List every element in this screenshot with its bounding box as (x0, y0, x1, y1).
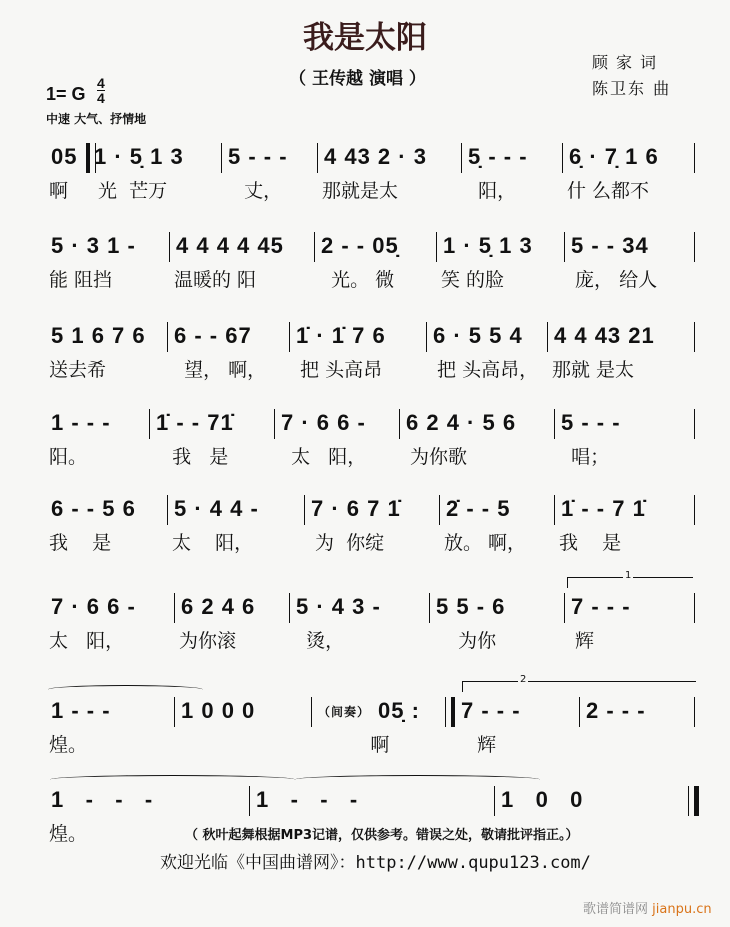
staff-line (45, 593, 695, 663)
notes-text: 5 · 3 1 - (51, 233, 136, 258)
notes-text: 1 - - - (51, 787, 154, 812)
staff-line (45, 232, 695, 302)
measure (400, 409, 555, 479)
measure (290, 593, 430, 663)
measure-notes (462, 143, 563, 171)
barline (445, 697, 455, 727)
notes-text: 1̇ - - 7 1̇ (561, 496, 646, 521)
measure-notes (168, 495, 305, 523)
measure-notes (563, 143, 695, 171)
barline (694, 593, 695, 623)
volta-2-label: 2 (520, 674, 527, 685)
barline (694, 232, 695, 262)
lyrics: 我 是 (49, 532, 112, 554)
lyrics: 唱； (559, 446, 610, 468)
notes-text: 5 1 6 7 6 (51, 323, 146, 348)
measure-notes (275, 409, 400, 437)
lyrics: 送去希 (49, 359, 107, 381)
watermark-en: jianpu.cn (652, 902, 712, 917)
measure-notes (175, 697, 312, 725)
notes-text: 6 2 4 6 (181, 594, 256, 619)
lyrics: 啊 (316, 734, 390, 756)
notes-text: 4 4 4 4 45 (176, 233, 284, 258)
lyrics: 望， 啊， (172, 359, 267, 381)
lyrics: 光。 微 (319, 269, 395, 291)
measure-notes (548, 322, 695, 350)
lyrics: 把 头高昂 (294, 359, 383, 381)
lyrics: 庞， 给人 (569, 269, 658, 291)
lyrics: 我 是 (559, 532, 622, 554)
barline (694, 697, 695, 727)
notes-text: 05̣ : (378, 698, 420, 723)
measure-notes (45, 322, 168, 350)
notes-text: 1̇ · 1̇ 7 6 (296, 323, 386, 348)
measure-notes (400, 409, 555, 437)
measure (175, 697, 312, 767)
notes-text: 6̣ · 7̣ 1 6 (569, 144, 659, 169)
measure-notes (495, 786, 695, 814)
barline (694, 143, 695, 173)
measure (318, 143, 462, 213)
measure (168, 322, 290, 392)
slur (295, 775, 540, 784)
measure-notes (150, 409, 275, 437)
measure (275, 409, 400, 479)
lyrics: 为你 (434, 630, 497, 652)
notes-text: 1 - - - (256, 787, 359, 812)
lyrics: 辉 (459, 734, 497, 756)
measure-notes (427, 322, 548, 350)
measure (290, 322, 427, 392)
measure-notes (440, 495, 555, 523)
measure-notes (88, 143, 222, 171)
measure (555, 495, 695, 565)
transcription-note: （ 秋叶起舞根据MP3记谱，仅供参考。错误之处，敬请批评指正。） (185, 828, 579, 843)
notes-text: 1 - - - (51, 410, 111, 435)
notes-text: 5 - - - (561, 410, 621, 435)
measure (437, 232, 565, 302)
measure-notes (45, 143, 88, 171)
measure (88, 143, 222, 213)
measure-notes (318, 143, 462, 171)
notes-text: 5 - - 34 (571, 233, 649, 258)
lyrics: 能 阻挡 (49, 269, 113, 291)
measure (462, 143, 563, 213)
measure-notes (312, 697, 455, 725)
measure (175, 593, 290, 663)
lyrics: 阳。 (49, 446, 88, 468)
measure (45, 495, 168, 565)
measure (455, 697, 580, 767)
composer-credit: 陈卫东 曲 (592, 79, 672, 98)
measure (563, 143, 695, 213)
lyrics: 啊 (49, 180, 69, 202)
measure (45, 786, 250, 856)
staff-line (45, 697, 695, 767)
watermark-cn: 歌谱简谱网 (583, 902, 649, 917)
lyrics: 煌。 (49, 823, 88, 845)
tempo-marking: 中速 大气、抒情地 (46, 112, 147, 126)
staff-line (45, 143, 695, 213)
lyrics: 那就是太 (322, 180, 399, 202)
notes-text: 6 - - 5 6 (51, 496, 136, 521)
measure-notes (315, 232, 437, 260)
measure (250, 786, 495, 856)
lyrics: 辉 (569, 630, 595, 652)
measure-notes (170, 232, 315, 260)
notes-text: 5 · 4 4 - (174, 496, 259, 521)
measure-notes (45, 495, 168, 523)
staff-line (45, 322, 695, 392)
lyrics: 阳， (466, 180, 517, 202)
barline (694, 409, 695, 439)
notes-text: 1 0 0 (501, 787, 584, 812)
measure-notes (565, 593, 695, 621)
measure (45, 322, 168, 392)
notes-text: 2̇ - - 5 (446, 496, 511, 521)
lyrics: 太 阳， (279, 446, 367, 468)
barline (694, 495, 695, 525)
performer: （ 王传越 演唱 ） (289, 69, 426, 89)
notes-text: 4 4 43 21 (554, 323, 655, 348)
lyricist-credit: 顾家词 (592, 53, 665, 72)
measure (495, 786, 695, 856)
measure (45, 143, 88, 213)
measure-notes (222, 143, 318, 171)
measure-notes (45, 232, 170, 260)
measure-notes (45, 786, 250, 814)
measure (45, 593, 175, 663)
measure (315, 232, 437, 302)
notes-text: 5̣ - - - (468, 144, 528, 169)
slur (50, 775, 295, 784)
notes-text: 1 - - - (51, 698, 111, 723)
measure-notes (430, 593, 565, 621)
measure-notes (45, 409, 150, 437)
notes-text: 05 (51, 144, 78, 169)
barline (688, 786, 699, 816)
notes-text: 6 · 5 5 4 (433, 323, 523, 348)
measure (555, 409, 695, 479)
notes-text: 7 · 6 6 - (281, 410, 366, 435)
notes-text: 5 5 - 6 (436, 594, 506, 619)
measure (305, 495, 440, 565)
notes-text: 1 · 5̣ 1 3 (443, 233, 533, 258)
notes-text: 5 - - - (228, 144, 288, 169)
measure (168, 495, 305, 565)
measure (427, 322, 548, 392)
measure (430, 593, 565, 663)
volta-2 (462, 674, 696, 692)
lyrics: 太 阳， (49, 630, 125, 652)
measure-notes (45, 593, 175, 621)
song-title: 我是太阳 (303, 20, 427, 56)
measure (312, 697, 455, 767)
lyrics: 放。 啊， (444, 532, 527, 554)
measure-notes (555, 495, 695, 523)
notes-text: 1̇ - - 71̇ (156, 410, 234, 435)
measure-notes (580, 697, 695, 725)
staff-line (45, 495, 695, 565)
volta-1 (567, 570, 693, 588)
measure (580, 697, 695, 767)
lyrics: 笑 的脸 (441, 269, 505, 291)
notes-text: 4 43 2 · 3 (324, 144, 427, 169)
lyrics: 我 是 (154, 446, 229, 468)
notes-text: 1 · 5̣ 1 3 (94, 144, 184, 169)
measure (565, 593, 695, 663)
site-link[interactable]: 欢迎光临《中国曲谱网》：http://www.qupu123.com/ (160, 853, 591, 873)
meter-top: 4 (97, 75, 105, 91)
measure-notes (437, 232, 565, 260)
lyrics: 光 芒万 (92, 180, 168, 202)
measure (45, 232, 170, 302)
measure (565, 232, 695, 302)
lyrics: 为 你绽 (309, 532, 385, 554)
notes-text: 2 - - - (586, 698, 646, 723)
measure-notes (455, 697, 580, 725)
key-signature: 1= G (46, 84, 86, 104)
notes-text: 2 - - 05̣ (321, 233, 399, 258)
measure (45, 409, 150, 479)
lyrics: 烫， (294, 630, 345, 652)
measure (440, 495, 555, 565)
barline (694, 322, 695, 352)
staff-line (45, 786, 695, 856)
measure-notes (250, 786, 495, 814)
notes-text: 5 · 4 3 - (296, 594, 381, 619)
meter-bottom: 4 (97, 90, 105, 106)
notes-text: 7 - - - (571, 594, 631, 619)
lyrics: 什 么都不 (567, 180, 650, 202)
interlude-label: （间奏） (318, 704, 371, 719)
measure (548, 322, 695, 392)
lyrics: 煌。 (49, 734, 88, 756)
measure-notes (168, 322, 290, 350)
lyrics: 为你滚 (179, 630, 237, 652)
slur (48, 685, 203, 694)
measure (222, 143, 318, 213)
notes-text: 6 2 4 · 5 6 (406, 410, 517, 435)
lyrics: 太 阳， (172, 532, 254, 554)
measure (45, 697, 175, 767)
notes-text: 1 0 0 0 (181, 698, 256, 723)
lyrics: 丈， (226, 180, 283, 202)
lyrics: 为你歌 (404, 446, 468, 468)
lyrics: 把 头高昂， (431, 359, 539, 381)
measure (170, 232, 315, 302)
measure-notes (555, 409, 695, 437)
volta-1-label: 1 (625, 570, 632, 581)
watermark (583, 898, 712, 917)
notes-text: 7 · 6 7 1̇ (311, 496, 401, 521)
time-signature (97, 76, 105, 105)
notes-text: 7 - - - (461, 698, 521, 723)
notes-text: 6 - - 67 (174, 323, 252, 348)
measure-notes (175, 593, 290, 621)
lyrics: 那就 是太 (552, 359, 635, 381)
measure-notes (290, 322, 427, 350)
lyrics: 温暖的 阳 (174, 269, 257, 291)
measure-notes (290, 593, 430, 621)
measure-notes (305, 495, 440, 523)
notes-text: 7 · 6 6 - (51, 594, 136, 619)
staff-line (45, 409, 695, 479)
measure-notes (45, 697, 175, 725)
measure (150, 409, 275, 479)
measure-notes (565, 232, 695, 260)
